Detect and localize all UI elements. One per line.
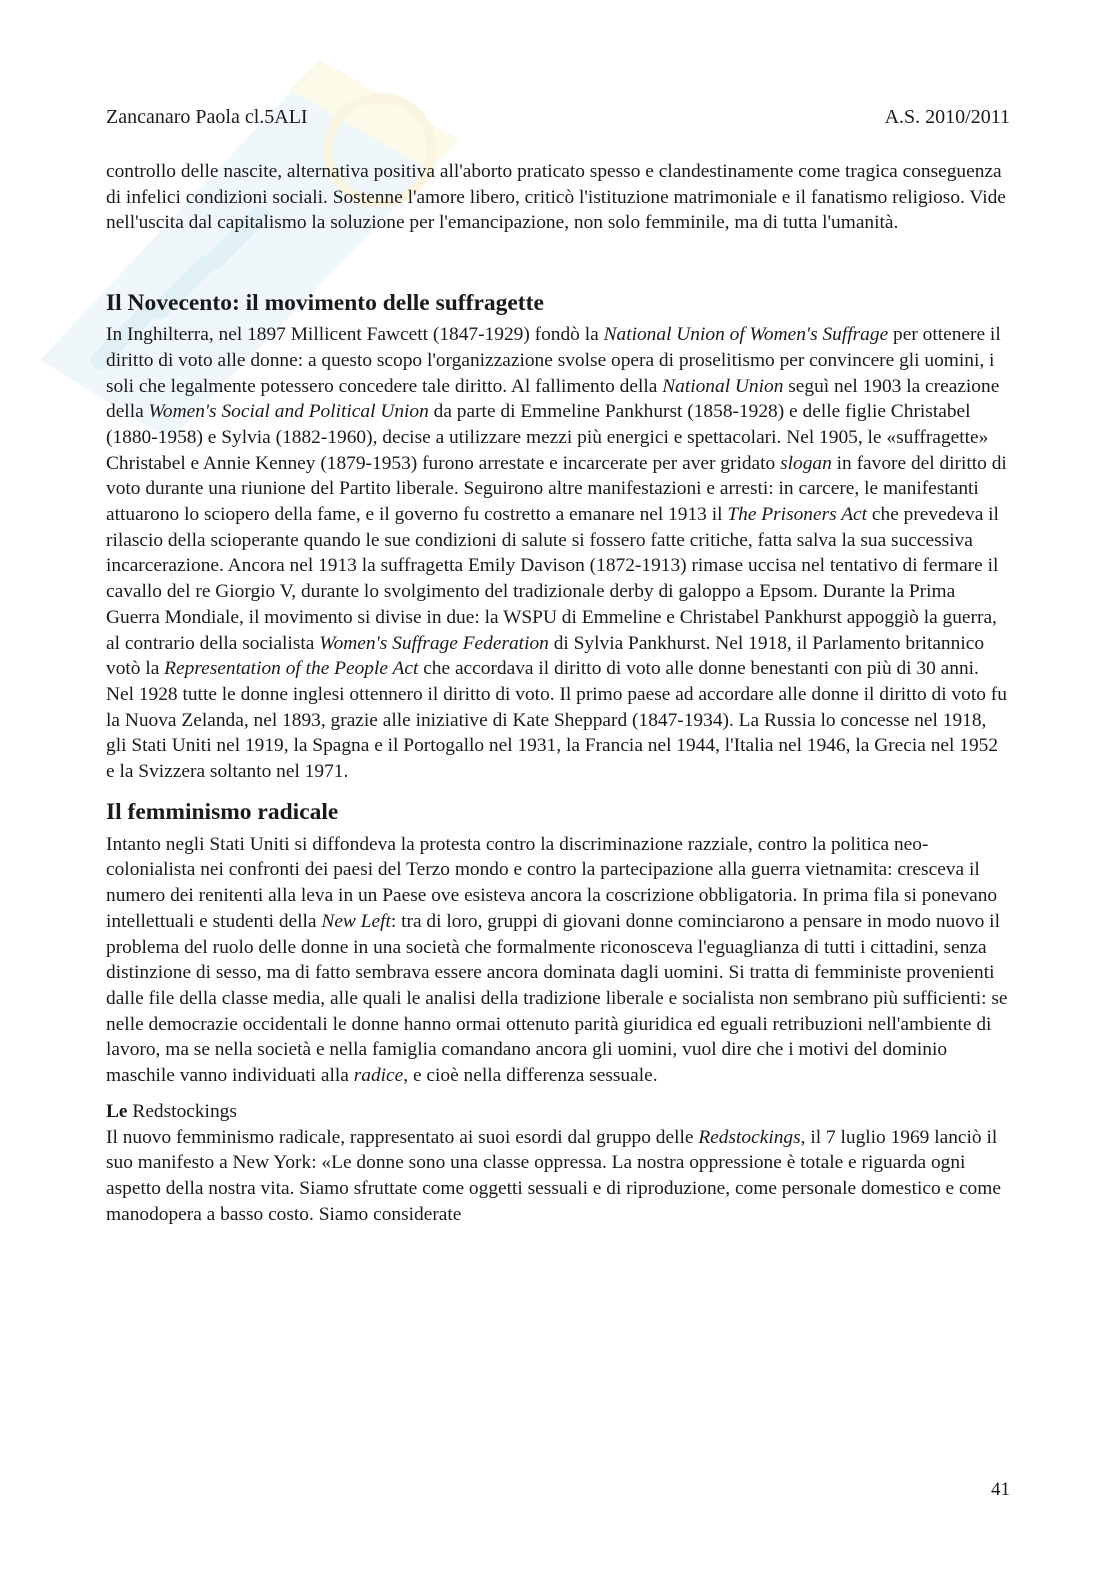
text-run: : tra di loro, gruppi di giovani donne cominciarono a pensare in modo nuovo il problema del ruolo delle donne in una società che formalmente riconosceva l'eguaglianza di tutti i cittadini, senza distinzione di sesso, ma di fatto sembrava essere ancora dominata dagli uomini. Si tratta di femministe provenienti dalle file della classe media, alle quali le analisi della tradizione liberale e socialista non sembrano più sufficienti: se nelle democrazie occidentali le donne hanno ormai ottenuto parità giuridica ed eguali retribuzioni nell'ambiente di lavoro, ma se nella società e nella famiglia comandano ancora gli uomini, vuol dire che i motivi del dominio maschile vanno individuati alla <box>106 910 1008 1087</box>
text-run: da parte di Emmeline Pankhurst (1858-1928) e delle figlie Christabel (1880-1958) e Sylvia (1882-1960), decise a utilizzare mezzi più energici e spettacolari. Nel 1905, le «suffragette» Christabel e Annie Kenney (1879-1953) furono arrestate e incarcerate per aver gridato <box>106 401 989 474</box>
section-heading-radical-feminism: Il femminismo radicale <box>106 798 339 825</box>
italic-term: radice <box>353 1065 404 1087</box>
italic-term: National Union of Women's Suffrage <box>603 324 889 346</box>
text-run: in favore del diritto di voto durante una riunione del Partito liberale. Seguirono altre manifestazioni e arresti: in carcere, le manifestanti attuarono lo sciopero della fame, e il governo fu costretto a emanare nel 1913 il <box>106 452 1007 526</box>
text-run: per ottenere il diritto di voto alle donne: a questo scopo l'organizzazione svolse opera di proselitismo per convincere gli uomini, i soli che legalmente potessero concedere tale diritto. Al fallimento della <box>106 324 1001 397</box>
section-heading-suffragette: Il Novecento: il movimento delle suffragette <box>106 290 544 317</box>
italic-term: Women's Social and Political Union <box>148 401 429 423</box>
header-school-year: A.S. 2010/2011 <box>884 106 1010 128</box>
italic-term: slogan <box>780 452 832 474</box>
redstockings-paragraph <box>106 1125 1011 1228</box>
text-run: che accordava il diritto di voto alle donne benestanti con più di 30 anni. Nel 1928 tutte le donne inglesi ottennero il diritto di voto. Il primo paese ad accordare alle donne il diritto di voto fu la Nuova Zelanda, nel 1893, grazie alle iniziative di Kate Sheppard (1847-1934). La Russia lo concesse nel 1918, gli Stati Uniti nel 1919, la Spagna e il Portogallo nel 1931, la Francia nel 1944, l'Italia nel 1946, la Grecia nel 1952 e la Svizzera soltanto nel 1971. <box>106 658 1007 783</box>
header-author: Zancanaro Paola cl.5ALI <box>106 106 308 128</box>
subheading-redstockings <box>106 1099 1011 1125</box>
subheading-rest: Redstockings <box>127 1100 237 1122</box>
italic-term: Representation of the People Act <box>164 658 419 680</box>
subheading-bold: Le <box>106 1100 128 1122</box>
intro-paragraph: controllo delle nascite, alternativa positiva all'aborto praticato spesso e clandestinamente come tragica conseguenza di infelici condizioni sociali. Sostenne l'amore libero, criticò l'istituzione matrimoniale e il fanatismo religioso. Vide nell'uscita dal capitalismo la soluzione per l'emancipazione, non solo femminile, ma di tutta l'umanità. <box>106 161 1006 234</box>
italic-term: National Union <box>662 375 784 397</box>
text-run: Il nuovo femminismo radicale, rappresentato ai suoi esordi dal gruppo delle <box>106 1126 699 1148</box>
italic-term: New Left <box>321 910 391 932</box>
text-run: Intanto negli Stati Uniti si diffondeva la protesta contro la discriminazione razziale, contro la politica neo-colonialista nei confronti dei paesi del Terzo mondo e contro la partecipazione alla guerra vietnamita: cresceva il numero dei renitenti alla leva in un Paese ove esisteva ancora la coscrizione obbligatoria. In prima fila si ponevano intellettuali e studenti della <box>106 833 998 932</box>
page-number: 41 <box>991 1479 1010 1500</box>
italic-term: Redstockings <box>698 1126 801 1148</box>
text-run: seguì nel 1903 la creazione della <box>106 375 1000 423</box>
text-run: In Inghilterra, nel 1897 Millicent Fawcett (1847-1929) fondò la <box>106 324 604 346</box>
text-run: , e cioè nella differenza sessuale. <box>403 1065 658 1087</box>
italic-term: The Prisoners Act <box>727 504 868 526</box>
page-content <box>106 159 1011 1227</box>
radical-feminism-paragraph <box>106 832 1011 1089</box>
suffragette-paragraph <box>106 322 1011 785</box>
text-run: che prevedeva il rilascio della scioperante quando le sue condizioni di salute si fossero fatte critiche, fatta salva la sua successiva incarcerazione. Ancora nel 1913 la suffragetta Emily Davison (1872-1913) rimase uccisa nel tentativo di fermare il cavallo del re Giorgio V, durante lo svolgimento del tradizionale derby di galoppo a Epsom. Durante la Prima Guerra Mondiale, il movimento si divise in due: la WSPU di Emmeline e Christabel Pankhurst appoggiò la guerra, al contrario della socialista <box>106 504 999 654</box>
italic-term: Women's Suffrage Federation <box>319 632 549 654</box>
text-run: , il 7 luglio 1969 lanciò il suo manifesto a New York: «Le donne sono una classe oppressa. La nostra oppressione è totale e riguarda ogni aspetto della nostra vita. Siamo sfruttate come oggetti sessuali e di riproduzione, come personale domestico e come manodopera a basso costo. Siamo considerate <box>106 1126 1001 1225</box>
text-run: di Sylvia Pankhurst. Nel 1918, il Parlamento britannico votò la <box>106 632 985 680</box>
page-header <box>106 106 1010 136</box>
